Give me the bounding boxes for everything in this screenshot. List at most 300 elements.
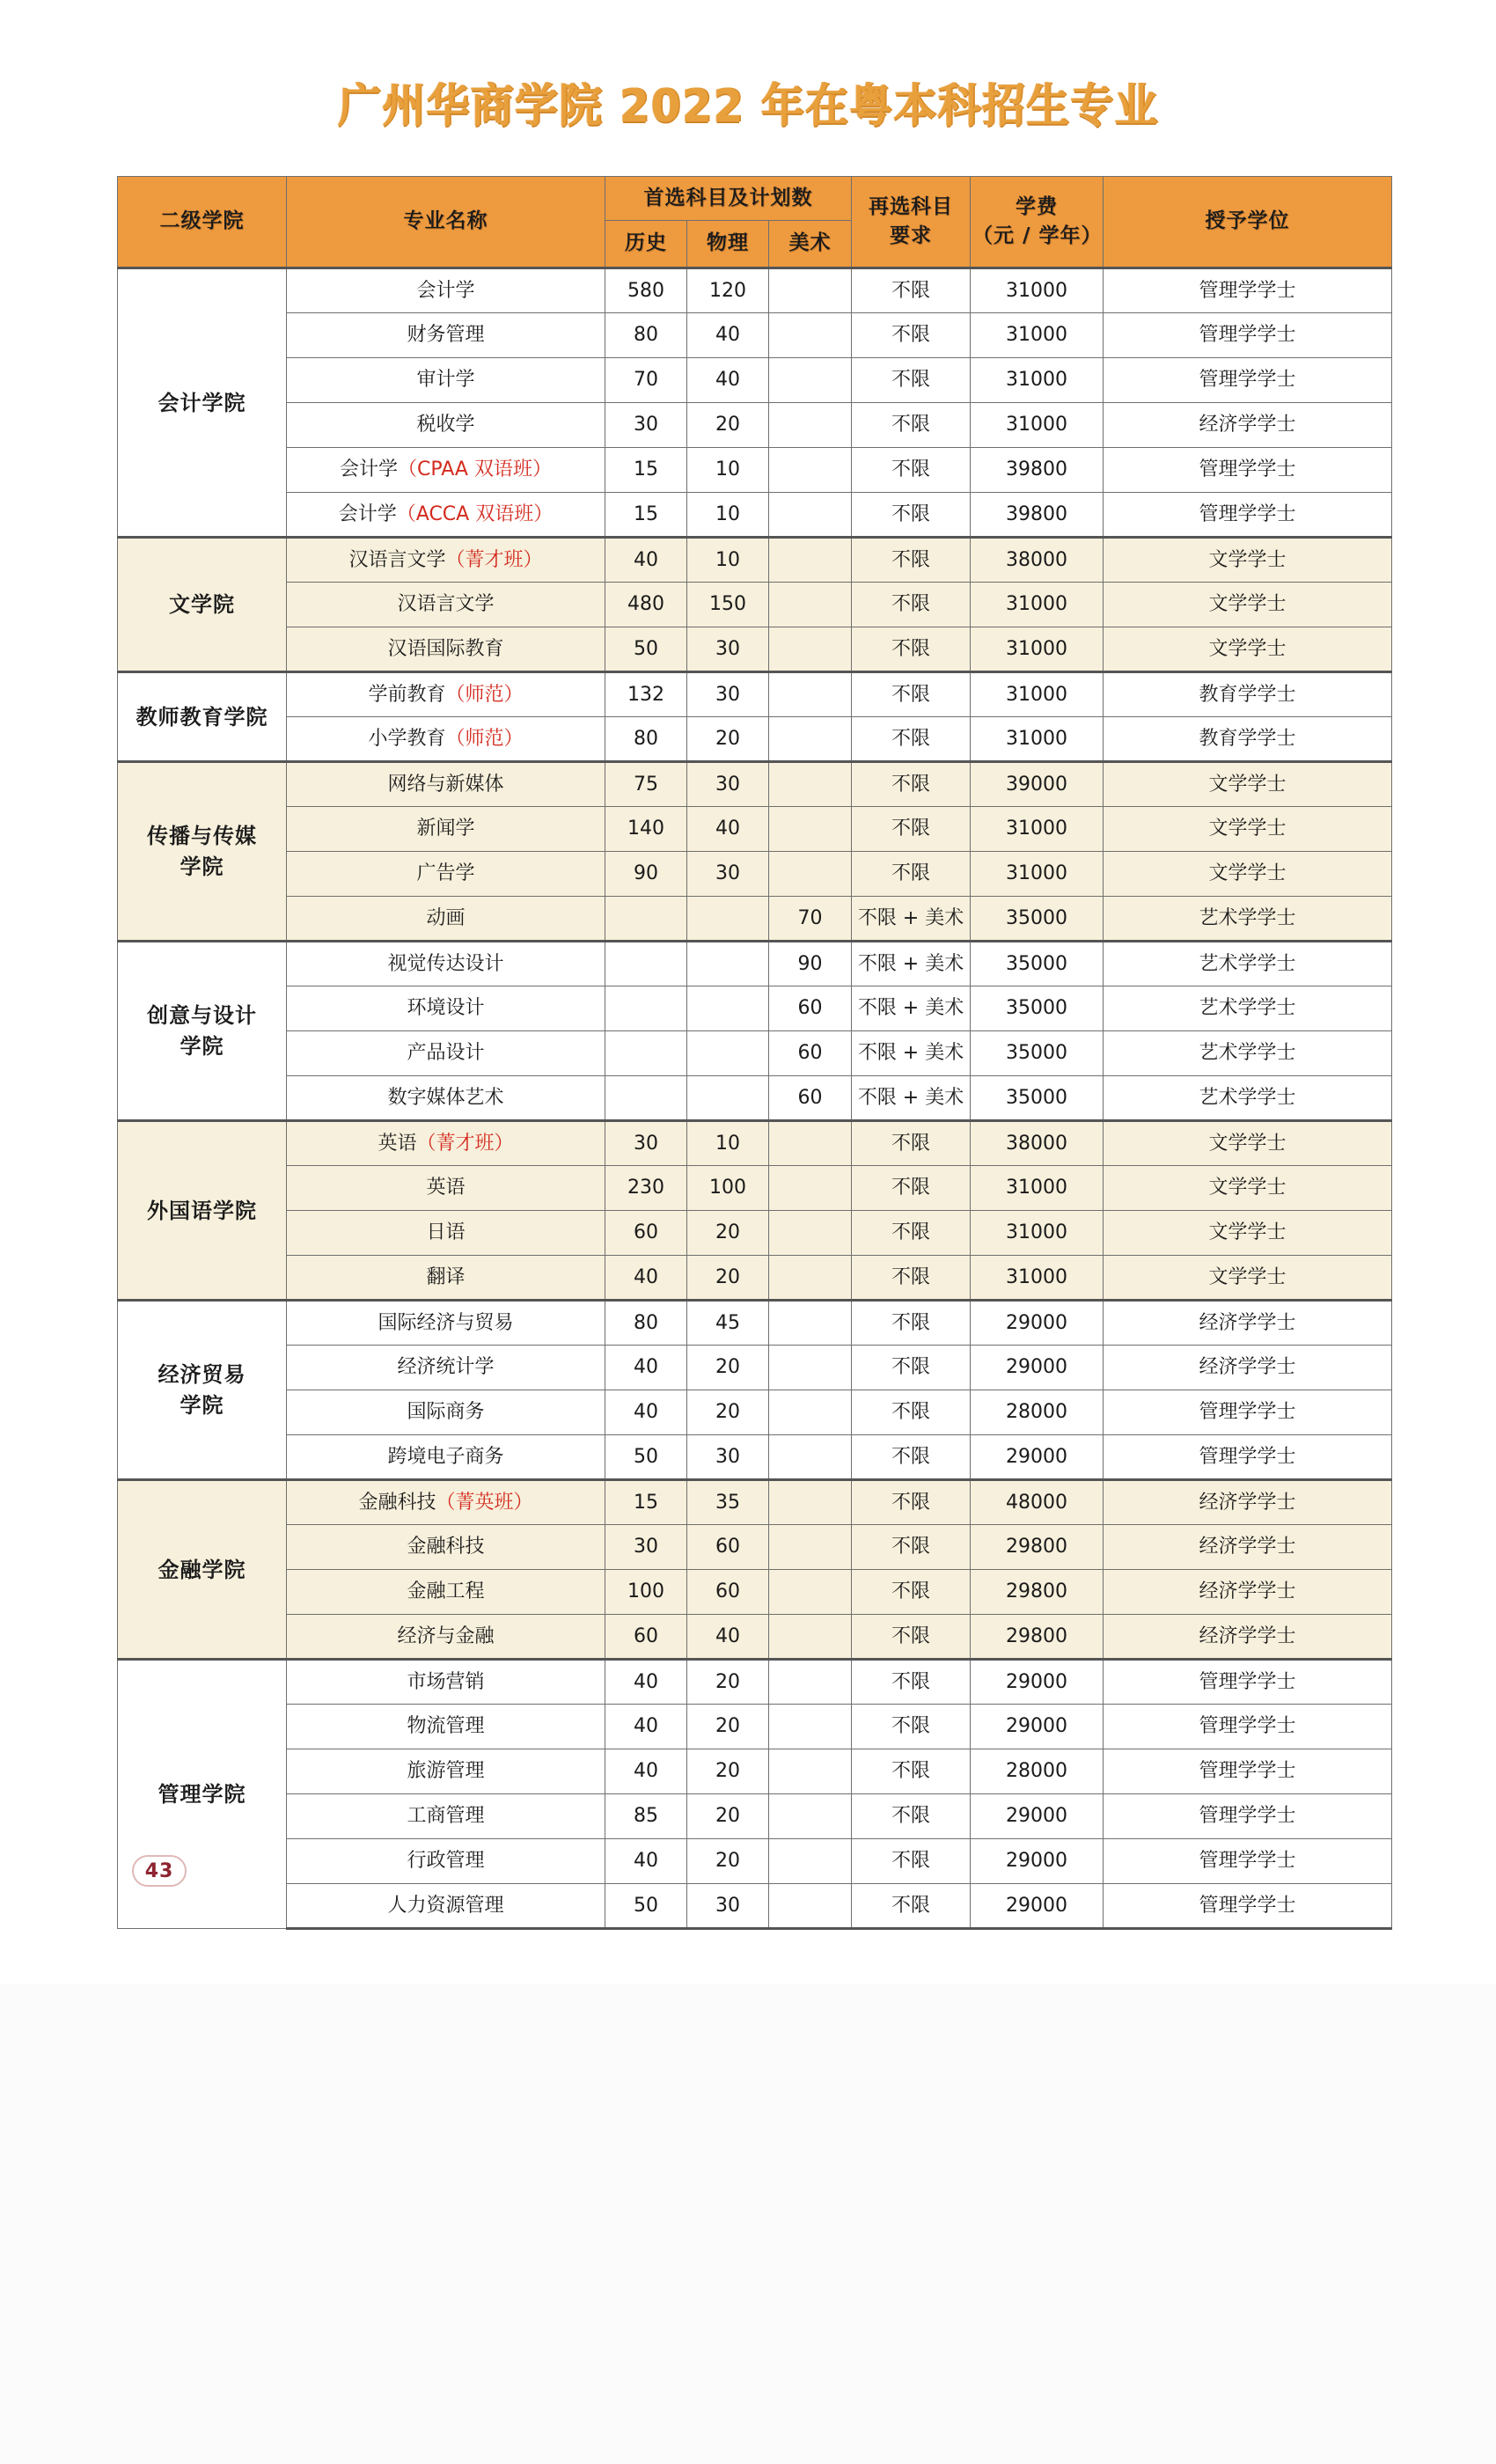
table-row (118, 1839, 1392, 1884)
table-row (118, 493, 1392, 538)
page-number-text: 43 (144, 1859, 174, 1882)
major-name-text: 国际商务 (407, 1401, 485, 1424)
cell-college: 会计学院 (118, 268, 287, 538)
cell-history-quota: 40 (605, 1390, 687, 1435)
major-name-note: （菁英班） (436, 1491, 533, 1514)
cell-art-quota (769, 583, 852, 627)
major-name-text: 会计学 (340, 458, 399, 481)
cell-second-choice-requirement: 不限 (852, 1390, 971, 1435)
cell-degree-awarded: 管理学学士 (1104, 268, 1392, 313)
cell-history-quota: 15 (605, 1480, 687, 1525)
cell-major-name (287, 1794, 605, 1839)
cell-tuition-fee: 31000 (971, 807, 1104, 852)
cell-history-quota (605, 1031, 687, 1076)
cell-major-name (287, 762, 605, 807)
cell-degree-awarded: 文学学士 (1104, 762, 1392, 807)
cell-art-quota (769, 1660, 852, 1705)
cell-tuition-fee: 29000 (971, 1705, 1104, 1749)
cell-degree-awarded: 艺术学学士 (1104, 942, 1392, 986)
cell-art-quota (769, 1615, 852, 1660)
cell-major-name (287, 1525, 605, 1570)
cell-history-quota: 15 (605, 448, 687, 493)
table-row (118, 1615, 1392, 1660)
cell-physics-quota: 120 (687, 268, 769, 313)
table-row (118, 538, 1392, 583)
cell-tuition-fee: 31000 (971, 717, 1104, 762)
cell-tuition-fee: 39000 (971, 762, 1104, 807)
cell-tuition-fee: 31000 (971, 583, 1104, 627)
cell-degree-awarded: 文学学士 (1104, 583, 1392, 627)
cell-tuition-fee: 31000 (971, 852, 1104, 897)
cell-major-name (287, 1031, 605, 1076)
cell-major-name (287, 313, 605, 358)
cell-degree-awarded: 管理学学士 (1104, 448, 1392, 493)
cell-degree-awarded: 管理学学士 (1104, 1839, 1392, 1884)
cell-tuition-fee: 29000 (971, 1660, 1104, 1705)
cell-college: 金融学院 (118, 1480, 287, 1660)
major-name-note: （菁才班） (445, 548, 543, 571)
cell-history-quota: 75 (605, 762, 687, 807)
cell-art-quota (769, 1570, 852, 1615)
cell-art-quota (769, 1794, 852, 1839)
cell-art-quota: 60 (769, 1076, 852, 1121)
col-header-physics: 物理 (687, 221, 769, 268)
cell-degree-awarded: 管理学学士 (1104, 1660, 1392, 1705)
cell-history-quota: 132 (605, 672, 687, 717)
cell-history-quota: 70 (605, 358, 687, 403)
cell-history-quota: 80 (605, 1301, 687, 1346)
cell-physics-quota: 10 (687, 1121, 769, 1166)
cell-physics-quota: 150 (687, 583, 769, 627)
cell-degree-awarded: 文学学士 (1104, 852, 1392, 897)
cell-second-choice-requirement: 不限 (852, 403, 971, 448)
cell-second-choice-requirement: 不限 (852, 493, 971, 538)
cell-second-choice-requirement: 不限 (852, 1435, 971, 1480)
cell-degree-awarded: 管理学学士 (1104, 493, 1392, 538)
cell-degree-awarded: 经济学学士 (1104, 1301, 1392, 1346)
major-name-note: （菁才班） (416, 1132, 514, 1155)
major-name-text: 新闻学 (416, 818, 475, 840)
cell-degree-awarded: 教育学学士 (1104, 672, 1392, 717)
page-number-badge (132, 1855, 187, 1887)
cell-physics-quota: 20 (687, 1390, 769, 1435)
cell-college (118, 1301, 287, 1480)
cell-degree-awarded: 管理学学士 (1104, 1390, 1392, 1435)
cell-history-quota (605, 942, 687, 986)
major-name-text: 物流管理 (407, 1715, 485, 1738)
table-row (118, 1480, 1392, 1525)
col-header-second-choice-line2: 要求 (890, 224, 933, 247)
table-row (118, 583, 1392, 627)
major-name-text: 视觉传达设计 (387, 952, 504, 975)
cell-physics-quota (687, 1076, 769, 1121)
cell-art-quota (769, 1705, 852, 1749)
major-name-text: 金融科技 (407, 1536, 485, 1558)
cell-tuition-fee: 31000 (971, 672, 1104, 717)
cell-art-quota (769, 1390, 852, 1435)
major-name-text: 金融科技 (358, 1491, 436, 1514)
cell-major-name (287, 1660, 605, 1705)
lower-blank-area (0, 1984, 1496, 2464)
major-name-text: 会计学 (338, 502, 397, 525)
cell-physics-quota: 10 (687, 448, 769, 493)
cell-major-name (287, 1749, 605, 1794)
cell-history-quota (605, 897, 687, 942)
major-name-text: 跨境电子商务 (387, 1445, 504, 1468)
cell-history-quota: 50 (605, 1884, 687, 1929)
cell-art-quota (769, 627, 852, 672)
cell-tuition-fee: 39800 (971, 448, 1104, 493)
cell-physics-quota (687, 986, 769, 1031)
cell-major-name (287, 448, 605, 493)
cell-tuition-fee: 31000 (971, 1256, 1104, 1301)
cell-history-quota: 40 (605, 1346, 687, 1390)
major-name-text: 日语 (426, 1221, 466, 1244)
cell-art-quota (769, 358, 852, 403)
cell-second-choice-requirement: 不限 (852, 1480, 971, 1525)
major-name-text: 汉语国际教育 (387, 637, 504, 660)
major-name-note: （师范） (445, 727, 524, 750)
table-row (118, 1211, 1392, 1256)
cell-art-quota (769, 807, 852, 852)
cell-degree-awarded: 文学学士 (1104, 1166, 1392, 1211)
cell-tuition-fee: 28000 (971, 1749, 1104, 1794)
cell-physics-quota: 20 (687, 1346, 769, 1390)
cell-second-choice-requirement: 不限 + 美术 (852, 1031, 971, 1076)
col-header-degree: 授予学位 (1104, 177, 1392, 268)
cell-degree-awarded: 艺术学学士 (1104, 897, 1392, 942)
cell-physics-quota: 20 (687, 717, 769, 762)
cell-art-quota (769, 1211, 852, 1256)
cell-history-quota: 50 (605, 627, 687, 672)
cell-major-name (287, 358, 605, 403)
cell-major-name (287, 672, 605, 717)
table-row (118, 313, 1392, 358)
cell-history-quota: 50 (605, 1435, 687, 1480)
cell-degree-awarded: 教育学学士 (1104, 717, 1392, 762)
cell-physics-quota: 10 (687, 538, 769, 583)
cell-second-choice-requirement: 不限 (852, 762, 971, 807)
cell-second-choice-requirement: 不限 (852, 538, 971, 583)
cell-physics-quota: 100 (687, 1166, 769, 1211)
cell-second-choice-requirement: 不限 + 美术 (852, 1076, 971, 1121)
cell-second-choice-requirement: 不限 (852, 1166, 971, 1211)
table-row (118, 1794, 1392, 1839)
major-name-text: 产品设计 (407, 1042, 485, 1065)
table-row (118, 717, 1392, 762)
cell-degree-awarded: 艺术学学士 (1104, 986, 1392, 1031)
cell-tuition-fee: 29000 (971, 1884, 1104, 1929)
cell-history-quota: 140 (605, 807, 687, 852)
cell-major-name (287, 717, 605, 762)
cell-college (118, 942, 287, 1121)
table-row (118, 403, 1392, 448)
cell-tuition-fee: 29000 (971, 1435, 1104, 1480)
cell-history-quota: 80 (605, 717, 687, 762)
col-header-fee-line1: 学费 (1016, 194, 1059, 218)
table-row (118, 1705, 1392, 1749)
cell-physics-quota: 30 (687, 1884, 769, 1929)
cell-college: 文学院 (118, 538, 287, 672)
major-name-text: 汉语言文学 (348, 548, 446, 571)
col-header-college: 二级学院 (118, 177, 287, 268)
cell-tuition-fee: 31000 (971, 358, 1104, 403)
cell-major-name (287, 1166, 605, 1211)
cell-major-name (287, 627, 605, 672)
table-row (118, 1256, 1392, 1301)
cell-degree-awarded: 管理学学士 (1104, 358, 1392, 403)
major-name-text: 经济统计学 (397, 1356, 495, 1379)
cell-second-choice-requirement: 不限 (852, 1615, 971, 1660)
col-header-history: 历史 (605, 221, 687, 268)
cell-major-name (287, 1346, 605, 1390)
cell-tuition-fee: 29800 (971, 1570, 1104, 1615)
cell-tuition-fee: 29000 (971, 1346, 1104, 1390)
cell-college: 教师教育学院 (118, 672, 287, 762)
cell-art-quota (769, 268, 852, 313)
major-name-text: 数字媒体艺术 (387, 1086, 504, 1109)
page-title-container (0, 69, 1496, 135)
cell-tuition-fee: 31000 (971, 1211, 1104, 1256)
cell-second-choice-requirement: 不限 (852, 358, 971, 403)
table-row (118, 1525, 1392, 1570)
major-name-text: 旅游管理 (407, 1760, 485, 1783)
cell-physics-quota: 20 (687, 1211, 769, 1256)
table-row (118, 1435, 1392, 1480)
cell-physics-quota: 40 (687, 313, 769, 358)
cell-major-name (287, 1301, 605, 1346)
cell-art-quota (769, 1884, 852, 1929)
cell-physics-quota: 20 (687, 1256, 769, 1301)
cell-physics-quota: 60 (687, 1570, 769, 1615)
cell-art-quota (769, 1301, 852, 1346)
cell-major-name (287, 403, 605, 448)
cell-tuition-fee: 35000 (971, 1076, 1104, 1121)
cell-second-choice-requirement: 不限 (852, 1346, 971, 1390)
cell-tuition-fee: 38000 (971, 538, 1104, 583)
cell-art-quota (769, 1839, 852, 1884)
table-row (118, 1076, 1392, 1121)
table-row (118, 897, 1392, 942)
cell-history-quota: 85 (605, 1794, 687, 1839)
cell-major-name (287, 1570, 605, 1615)
cell-second-choice-requirement: 不限 (852, 1705, 971, 1749)
cell-major-name (287, 897, 605, 942)
col-header-second-choice (852, 177, 971, 268)
cell-major-name (287, 583, 605, 627)
table-row (118, 1884, 1392, 1929)
cell-tuition-fee: 31000 (971, 1166, 1104, 1211)
cell-second-choice-requirement: 不限 (852, 1121, 971, 1166)
cell-tuition-fee: 39800 (971, 493, 1104, 538)
cell-history-quota: 40 (605, 538, 687, 583)
major-name-text: 经济与金融 (397, 1624, 495, 1647)
cell-art-quota (769, 1480, 852, 1525)
cell-history-quota: 480 (605, 583, 687, 627)
table-header (118, 177, 1392, 268)
cell-second-choice-requirement: 不限 (852, 583, 971, 627)
cell-second-choice-requirement: 不限 (852, 852, 971, 897)
major-name-text: 国际经济与贸易 (378, 1311, 514, 1334)
cell-major-name (287, 1256, 605, 1301)
cell-degree-awarded: 经济学学士 (1104, 1570, 1392, 1615)
cell-tuition-fee: 29000 (971, 1301, 1104, 1346)
cell-degree-awarded: 文学学士 (1104, 1256, 1392, 1301)
cell-history-quota: 100 (605, 1570, 687, 1615)
cell-degree-awarded: 经济学学士 (1104, 1615, 1392, 1660)
cell-degree-awarded: 经济学学士 (1104, 1480, 1392, 1525)
cell-art-quota (769, 762, 852, 807)
cell-major-name (287, 1705, 605, 1749)
col-header-fee-line2: （元 / 学年） (972, 224, 1103, 247)
cell-history-quota: 580 (605, 268, 687, 313)
cell-major-name (287, 1615, 605, 1660)
major-name-text: 财务管理 (407, 324, 485, 347)
table-row (118, 1660, 1392, 1705)
page-title: 广州华商学院 2022 年在粤本科招生专业 (337, 80, 1159, 133)
cell-physics-quota: 30 (687, 762, 769, 807)
cell-major-name (287, 1211, 605, 1256)
cell-college (118, 762, 287, 942)
cell-physics-quota (687, 897, 769, 942)
major-name-text: 工商管理 (407, 1805, 485, 1828)
cell-second-choice-requirement: 不限 (852, 1211, 971, 1256)
cell-college-line1: 经济贸易 (158, 1361, 246, 1387)
cell-second-choice-requirement: 不限 (852, 1525, 971, 1570)
admissions-table (117, 176, 1392, 1930)
cell-major-name (287, 942, 605, 986)
cell-art-quota (769, 1749, 852, 1794)
cell-second-choice-requirement: 不限 (852, 627, 971, 672)
cell-second-choice-requirement: 不限 (852, 1301, 971, 1346)
cell-tuition-fee: 29800 (971, 1615, 1104, 1660)
cell-second-choice-requirement: 不限 (852, 313, 971, 358)
cell-tuition-fee: 29000 (971, 1794, 1104, 1839)
cell-physics-quota: 10 (687, 493, 769, 538)
major-name-text: 金融工程 (407, 1580, 485, 1603)
cell-tuition-fee: 31000 (971, 403, 1104, 448)
major-name-text: 人力资源管理 (387, 1894, 504, 1917)
cell-major-name (287, 1884, 605, 1929)
table-row (118, 1301, 1392, 1346)
major-name-note: （师范） (445, 683, 524, 706)
cell-history-quota: 30 (605, 403, 687, 448)
cell-second-choice-requirement: 不限 (852, 672, 971, 717)
cell-second-choice-requirement: 不限 (852, 1660, 971, 1705)
major-name-text: 英语 (378, 1132, 417, 1155)
cell-physics-quota: 45 (687, 1301, 769, 1346)
table-row (118, 1031, 1392, 1076)
major-name-text: 审计学 (416, 369, 475, 392)
cell-physics-quota: 20 (687, 1794, 769, 1839)
cell-history-quota: 60 (605, 1211, 687, 1256)
cell-history-quota: 60 (605, 1615, 687, 1660)
cell-history-quota (605, 986, 687, 1031)
cell-history-quota: 30 (605, 1121, 687, 1166)
cell-major-name (287, 1121, 605, 1166)
cell-art-quota: 70 (769, 897, 852, 942)
cell-art-quota (769, 1121, 852, 1166)
cell-second-choice-requirement: 不限 (852, 1794, 971, 1839)
table-row (118, 762, 1392, 807)
major-name-text: 翻译 (426, 1265, 466, 1288)
cell-degree-awarded: 管理学学士 (1104, 1794, 1392, 1839)
cell-second-choice-requirement: 不限 (852, 1749, 971, 1794)
cell-tuition-fee: 28000 (971, 1390, 1104, 1435)
major-name-text: 税收学 (416, 414, 475, 436)
cell-major-name (287, 1480, 605, 1525)
admissions-table-container (117, 176, 1391, 1930)
cell-art-quota (769, 717, 852, 762)
cell-physics-quota: 40 (687, 807, 769, 852)
cell-physics-quota: 30 (687, 672, 769, 717)
cell-physics-quota: 20 (687, 403, 769, 448)
cell-second-choice-requirement: 不限 (852, 448, 971, 493)
cell-college-line1: 传播与传媒 (147, 823, 257, 848)
cell-major-name (287, 852, 605, 897)
cell-tuition-fee: 31000 (971, 313, 1104, 358)
cell-physics-quota: 40 (687, 358, 769, 403)
cell-art-quota: 60 (769, 986, 852, 1031)
col-header-first-choice-group: 首选科目及计划数 (605, 177, 852, 221)
cell-tuition-fee: 31000 (971, 627, 1104, 672)
major-name-text: 英语 (426, 1177, 466, 1199)
cell-major-name (287, 807, 605, 852)
table-row (118, 986, 1392, 1031)
cell-physics-quota: 35 (687, 1480, 769, 1525)
table-row (118, 672, 1392, 717)
cell-history-quota: 80 (605, 313, 687, 358)
cell-degree-awarded: 经济学学士 (1104, 403, 1392, 448)
col-header-fee (971, 177, 1104, 268)
cell-history-quota: 40 (605, 1256, 687, 1301)
cell-degree-awarded: 管理学学士 (1104, 1749, 1392, 1794)
cell-second-choice-requirement: 不限 (852, 807, 971, 852)
cell-art-quota (769, 1256, 852, 1301)
cell-art-quota (769, 1525, 852, 1570)
table-row (118, 807, 1392, 852)
cell-tuition-fee: 35000 (971, 1031, 1104, 1076)
cell-art-quota: 90 (769, 942, 852, 986)
cell-history-quota: 40 (605, 1705, 687, 1749)
cell-college-line2: 学院 (180, 1033, 224, 1059)
cell-degree-awarded: 管理学学士 (1104, 1705, 1392, 1749)
cell-degree-awarded: 经济学学士 (1104, 1525, 1392, 1570)
cell-art-quota (769, 538, 852, 583)
cell-art-quota (769, 672, 852, 717)
cell-art-quota (769, 448, 852, 493)
table-row (118, 627, 1392, 672)
major-name-text: 学前教育 (368, 683, 446, 706)
cell-second-choice-requirement: 不限 (852, 1570, 971, 1615)
cell-major-name (287, 1435, 605, 1480)
col-header-second-choice-line1: 再选科目 (869, 194, 954, 218)
cell-physics-quota: 60 (687, 1525, 769, 1570)
cell-degree-awarded: 文学学士 (1104, 538, 1392, 583)
cell-history-quota: 230 (605, 1166, 687, 1211)
cell-degree-awarded: 经济学学士 (1104, 1346, 1392, 1390)
major-name-text: 市场营销 (407, 1670, 485, 1693)
major-name-text: 动画 (426, 906, 466, 929)
cell-major-name (287, 1839, 605, 1884)
cell-degree-awarded: 文学学士 (1104, 807, 1392, 852)
cell-art-quota (769, 1166, 852, 1211)
table-body (118, 268, 1392, 1929)
cell-college-line1: 创意与设计 (147, 1002, 257, 1028)
cell-art-quota (769, 1435, 852, 1480)
major-name-text: 网络与新媒体 (387, 773, 504, 796)
cell-physics-quota: 30 (687, 852, 769, 897)
